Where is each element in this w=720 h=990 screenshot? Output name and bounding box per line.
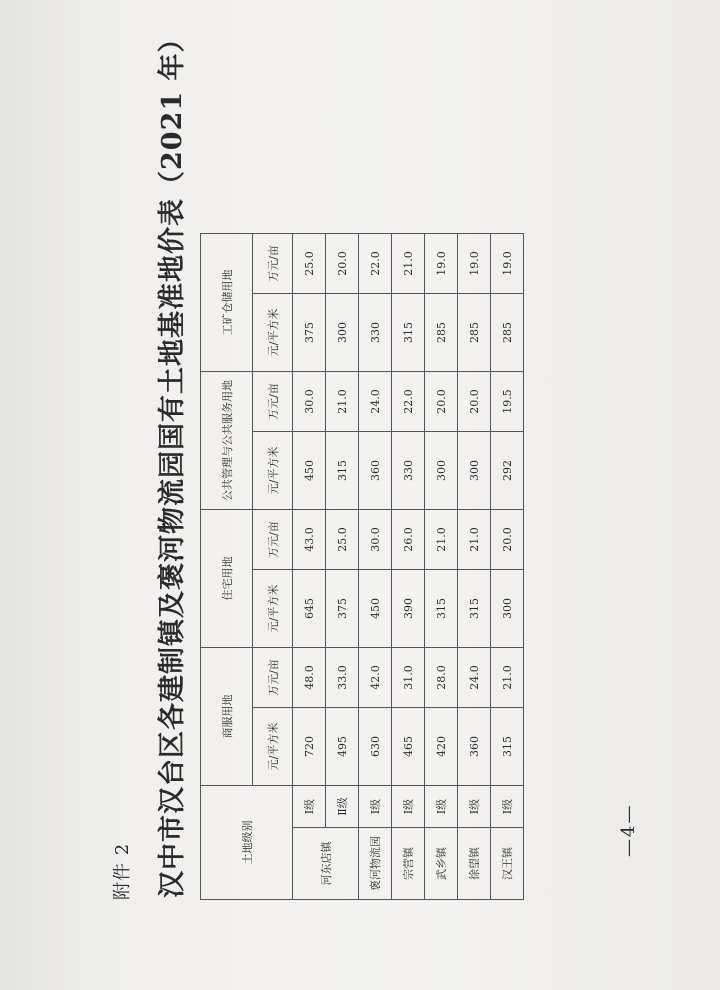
group-header-industrial: 工矿仓储用地 <box>201 234 253 372</box>
area-cell: 武乡镇 <box>425 828 458 900</box>
grade-cell: Ⅰ级 <box>425 786 458 828</box>
value-cell: 21.0 <box>326 372 359 432</box>
value-cell: 315 <box>458 570 491 648</box>
value-cell: 375 <box>326 570 359 648</box>
table-row <box>491 234 524 900</box>
unit-header-mu: 万元/亩 <box>253 234 293 294</box>
unit-header-sqm: 元/平方米 <box>253 294 293 372</box>
attachment-label: 附件 2 <box>112 842 133 900</box>
grade-cell: Ⅱ级 <box>326 786 359 828</box>
value-cell: 300 <box>491 570 524 648</box>
area-cell: 汉王镇 <box>491 828 524 900</box>
unit-header-sqm: 元/平方米 <box>253 570 293 648</box>
page-number: —4— <box>618 803 639 857</box>
value-cell: 292 <box>491 432 524 510</box>
area-cell: 宗营镇 <box>392 828 425 900</box>
value-cell: 22.0 <box>392 372 425 432</box>
value-cell: 450 <box>293 432 326 510</box>
area-cell: 褒河物流园 <box>359 828 392 900</box>
unit-header-sqm: 元/平方米 <box>253 708 293 786</box>
table-row <box>326 234 359 900</box>
group-header-public: 公共管理与公共服务用地 <box>201 372 253 510</box>
value-cell: 300 <box>458 432 491 510</box>
value-cell: 42.0 <box>359 648 392 708</box>
value-cell: 21.0 <box>491 648 524 708</box>
value-cell: 360 <box>359 432 392 510</box>
value-cell: 20.0 <box>491 510 524 570</box>
value-cell: 48.0 <box>293 648 326 708</box>
value-cell: 43.0 <box>293 510 326 570</box>
value-cell: 285 <box>491 294 524 372</box>
value-cell: 30.0 <box>293 372 326 432</box>
value-cell: 285 <box>458 294 491 372</box>
value-cell: 24.0 <box>359 372 392 432</box>
value-cell: 300 <box>326 294 359 372</box>
unit-header-sqm: 元/平方米 <box>253 432 293 510</box>
value-cell: 21.0 <box>425 510 458 570</box>
unit-header-mu: 万元/亩 <box>253 372 293 432</box>
value-cell: 19.5 <box>491 372 524 432</box>
value-cell: 25.0 <box>293 234 326 294</box>
value-cell: 28.0 <box>425 648 458 708</box>
value-cell: 21.0 <box>392 234 425 294</box>
table-row <box>458 234 491 900</box>
value-cell: 20.0 <box>326 234 359 294</box>
page-title: 汉中市汉台区各建制镇及褒河物流园国有土地基准地价表（2021 年） <box>157 24 188 898</box>
value-cell: 285 <box>425 294 458 372</box>
value-cell: 645 <box>293 570 326 648</box>
value-cell: 315 <box>392 294 425 372</box>
value-cell: 20.0 <box>425 372 458 432</box>
value-cell: 360 <box>458 708 491 786</box>
value-cell: 21.0 <box>458 510 491 570</box>
land-price-table <box>200 233 524 900</box>
value-cell: 720 <box>293 708 326 786</box>
value-cell: 31.0 <box>392 648 425 708</box>
area-cell: 徐望镇 <box>458 828 491 900</box>
value-cell: 26.0 <box>392 510 425 570</box>
grade-cell: Ⅰ级 <box>293 786 326 828</box>
value-cell: 30.0 <box>359 510 392 570</box>
value-cell: 315 <box>425 570 458 648</box>
table-row <box>293 234 326 900</box>
unit-header-mu: 万元/亩 <box>253 648 293 708</box>
unit-header-mu: 万元/亩 <box>253 510 293 570</box>
value-cell: 19.0 <box>458 234 491 294</box>
land-grade-header: 土地级别 <box>201 786 293 900</box>
grade-cell: Ⅰ级 <box>392 786 425 828</box>
value-cell: 465 <box>392 708 425 786</box>
value-cell: 19.0 <box>491 234 524 294</box>
grade-cell: Ⅰ级 <box>458 786 491 828</box>
value-cell: 450 <box>359 570 392 648</box>
value-cell: 330 <box>392 432 425 510</box>
land-price-table-wrapper <box>200 233 524 900</box>
value-cell: 22.0 <box>359 234 392 294</box>
value-cell: 630 <box>359 708 392 786</box>
value-cell: 25.0 <box>326 510 359 570</box>
value-cell: 420 <box>425 708 458 786</box>
value-cell: 300 <box>425 432 458 510</box>
grade-cell: Ⅰ级 <box>359 786 392 828</box>
table-row <box>392 234 425 900</box>
value-cell: 495 <box>326 708 359 786</box>
group-header-residential: 住宅用地 <box>201 510 253 648</box>
value-cell: 33.0 <box>326 648 359 708</box>
value-cell: 24.0 <box>458 648 491 708</box>
table-row <box>425 234 458 900</box>
group-header-commercial: 商服用地 <box>201 648 253 786</box>
value-cell: 315 <box>326 432 359 510</box>
area-cell: 河东店镇 <box>293 828 359 900</box>
value-cell: 375 <box>293 294 326 372</box>
value-cell: 315 <box>491 708 524 786</box>
value-cell: 19.0 <box>425 234 458 294</box>
value-cell: 20.0 <box>458 372 491 432</box>
table-row <box>359 234 392 900</box>
grade-cell: Ⅰ级 <box>491 786 524 828</box>
value-cell: 330 <box>359 294 392 372</box>
value-cell: 390 <box>392 570 425 648</box>
